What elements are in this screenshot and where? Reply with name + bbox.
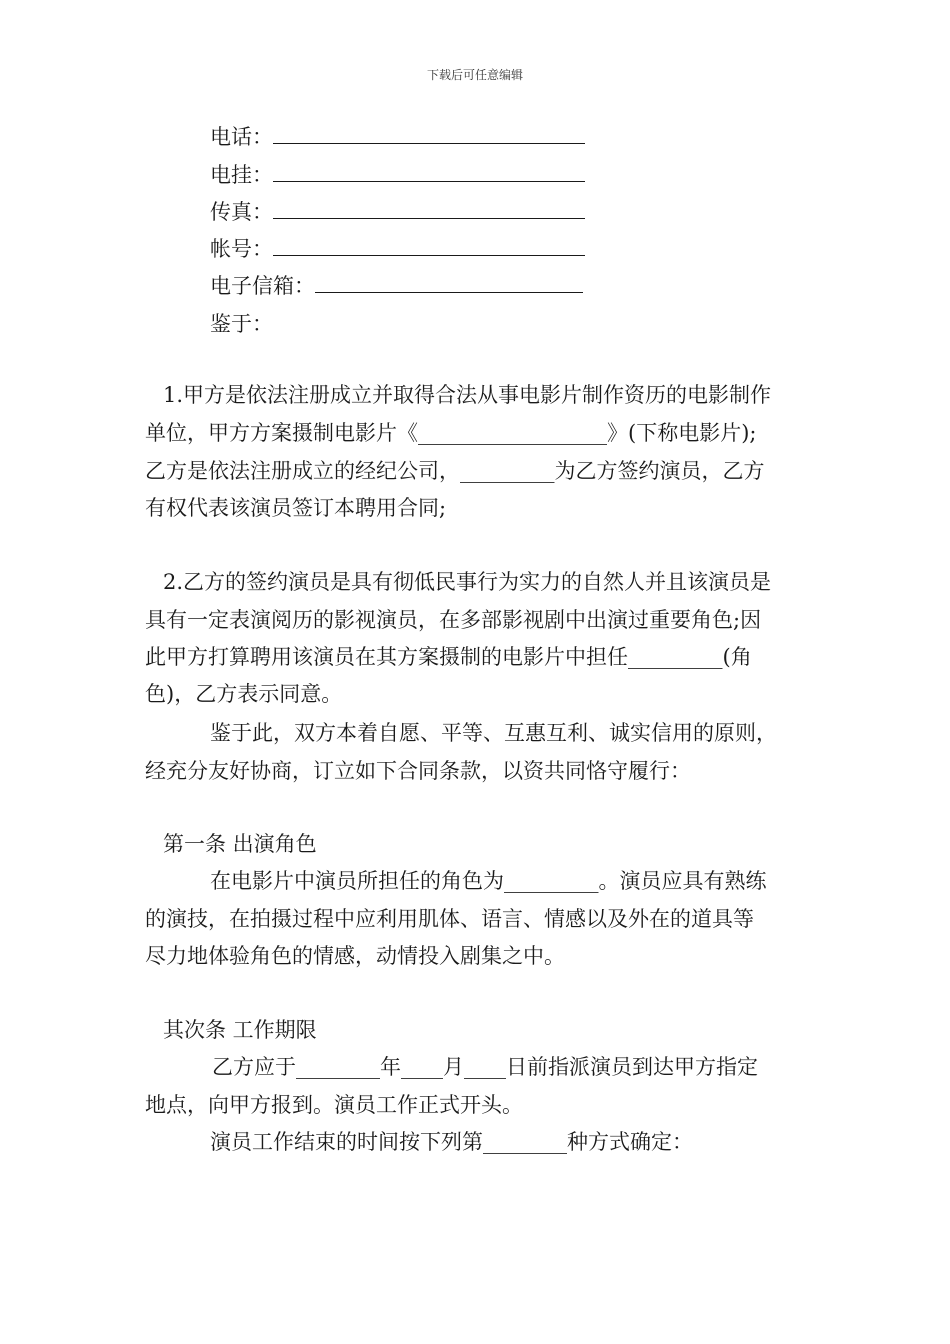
article1-line3: 尽力地体验角色的情感，动情投入剧集之中。 [145, 944, 565, 968]
phone-label: 电话： [210, 125, 273, 149]
account-label: 帐号： [210, 237, 273, 261]
preamble-line2: 经充分友好协商，订立如下合同条款，以资共同恪守履行： [145, 759, 691, 783]
email-blank [315, 272, 583, 293]
article1-title: 第一条 出演角色 [163, 832, 317, 856]
article2-line3: 演员工作结束的时间按下列第________种方式确定： [210, 1130, 693, 1154]
clause2-line4: 色)，乙方表示同意。 [145, 682, 343, 706]
clause1-line3: 乙方是依法注册成立的经纪公司，_________为乙方签约演员，乙方 [145, 459, 765, 483]
clause1-line2: 单位，甲方方案摄制电影片《__________________》(下称电影片); [145, 421, 757, 445]
email-label: 电子信箱： [210, 274, 315, 298]
clause1-line4: 有权代表该演员签订本聘用合同; [145, 496, 447, 520]
article2-line1: 乙方应于________年____月____日前指派演员到达甲方指定 [212, 1055, 758, 1079]
pager-label: 电挂： [210, 163, 273, 187]
article2-line2: 地点，向甲方报到。演员工作正式开头。 [145, 1093, 523, 1117]
whereas-label: 鉴于： [210, 312, 273, 336]
page-header-note: 下载后可任意编辑 [426, 68, 523, 82]
pager-blank [273, 161, 585, 182]
fax-blank [273, 198, 585, 219]
article1-line1: 在电影片中演员所担任的角色为_________。演员应具有熟练 [210, 869, 767, 893]
fax-field [210, 197, 585, 227]
phone-field [210, 122, 585, 152]
clause2-line2: 具有一定表演阅历的影视演员，在多部影视剧中出演过重要角色;因 [145, 608, 762, 632]
clause2-line3: 此甲方打算聘用该演员在其方案摄制的电影片中担任_________(角 [145, 645, 752, 669]
article1-line2: 的演技，在拍摄过程中应利用肌体、语言、情感以及外在的道具等 [145, 907, 754, 931]
account-field [210, 234, 585, 264]
email-field [210, 271, 583, 301]
pager-field [210, 160, 585, 190]
fax-label: 传真： [210, 200, 273, 224]
clause1-line1: 1.甲方是依法注册成立并取得合法从事电影片制作资历的电影制作 [163, 383, 772, 407]
article2-title: 其次条 工作期限 [163, 1018, 317, 1042]
phone-blank [273, 123, 585, 144]
clause2-line1: 2.乙方的签约演员是具有彻低民事行为实力的自然人并且该演员是 [163, 570, 772, 594]
preamble-line1: 鉴于此，双方本着自愿、平等、互惠互利、诚实信用的原则， [210, 721, 777, 745]
account-blank [273, 235, 585, 256]
